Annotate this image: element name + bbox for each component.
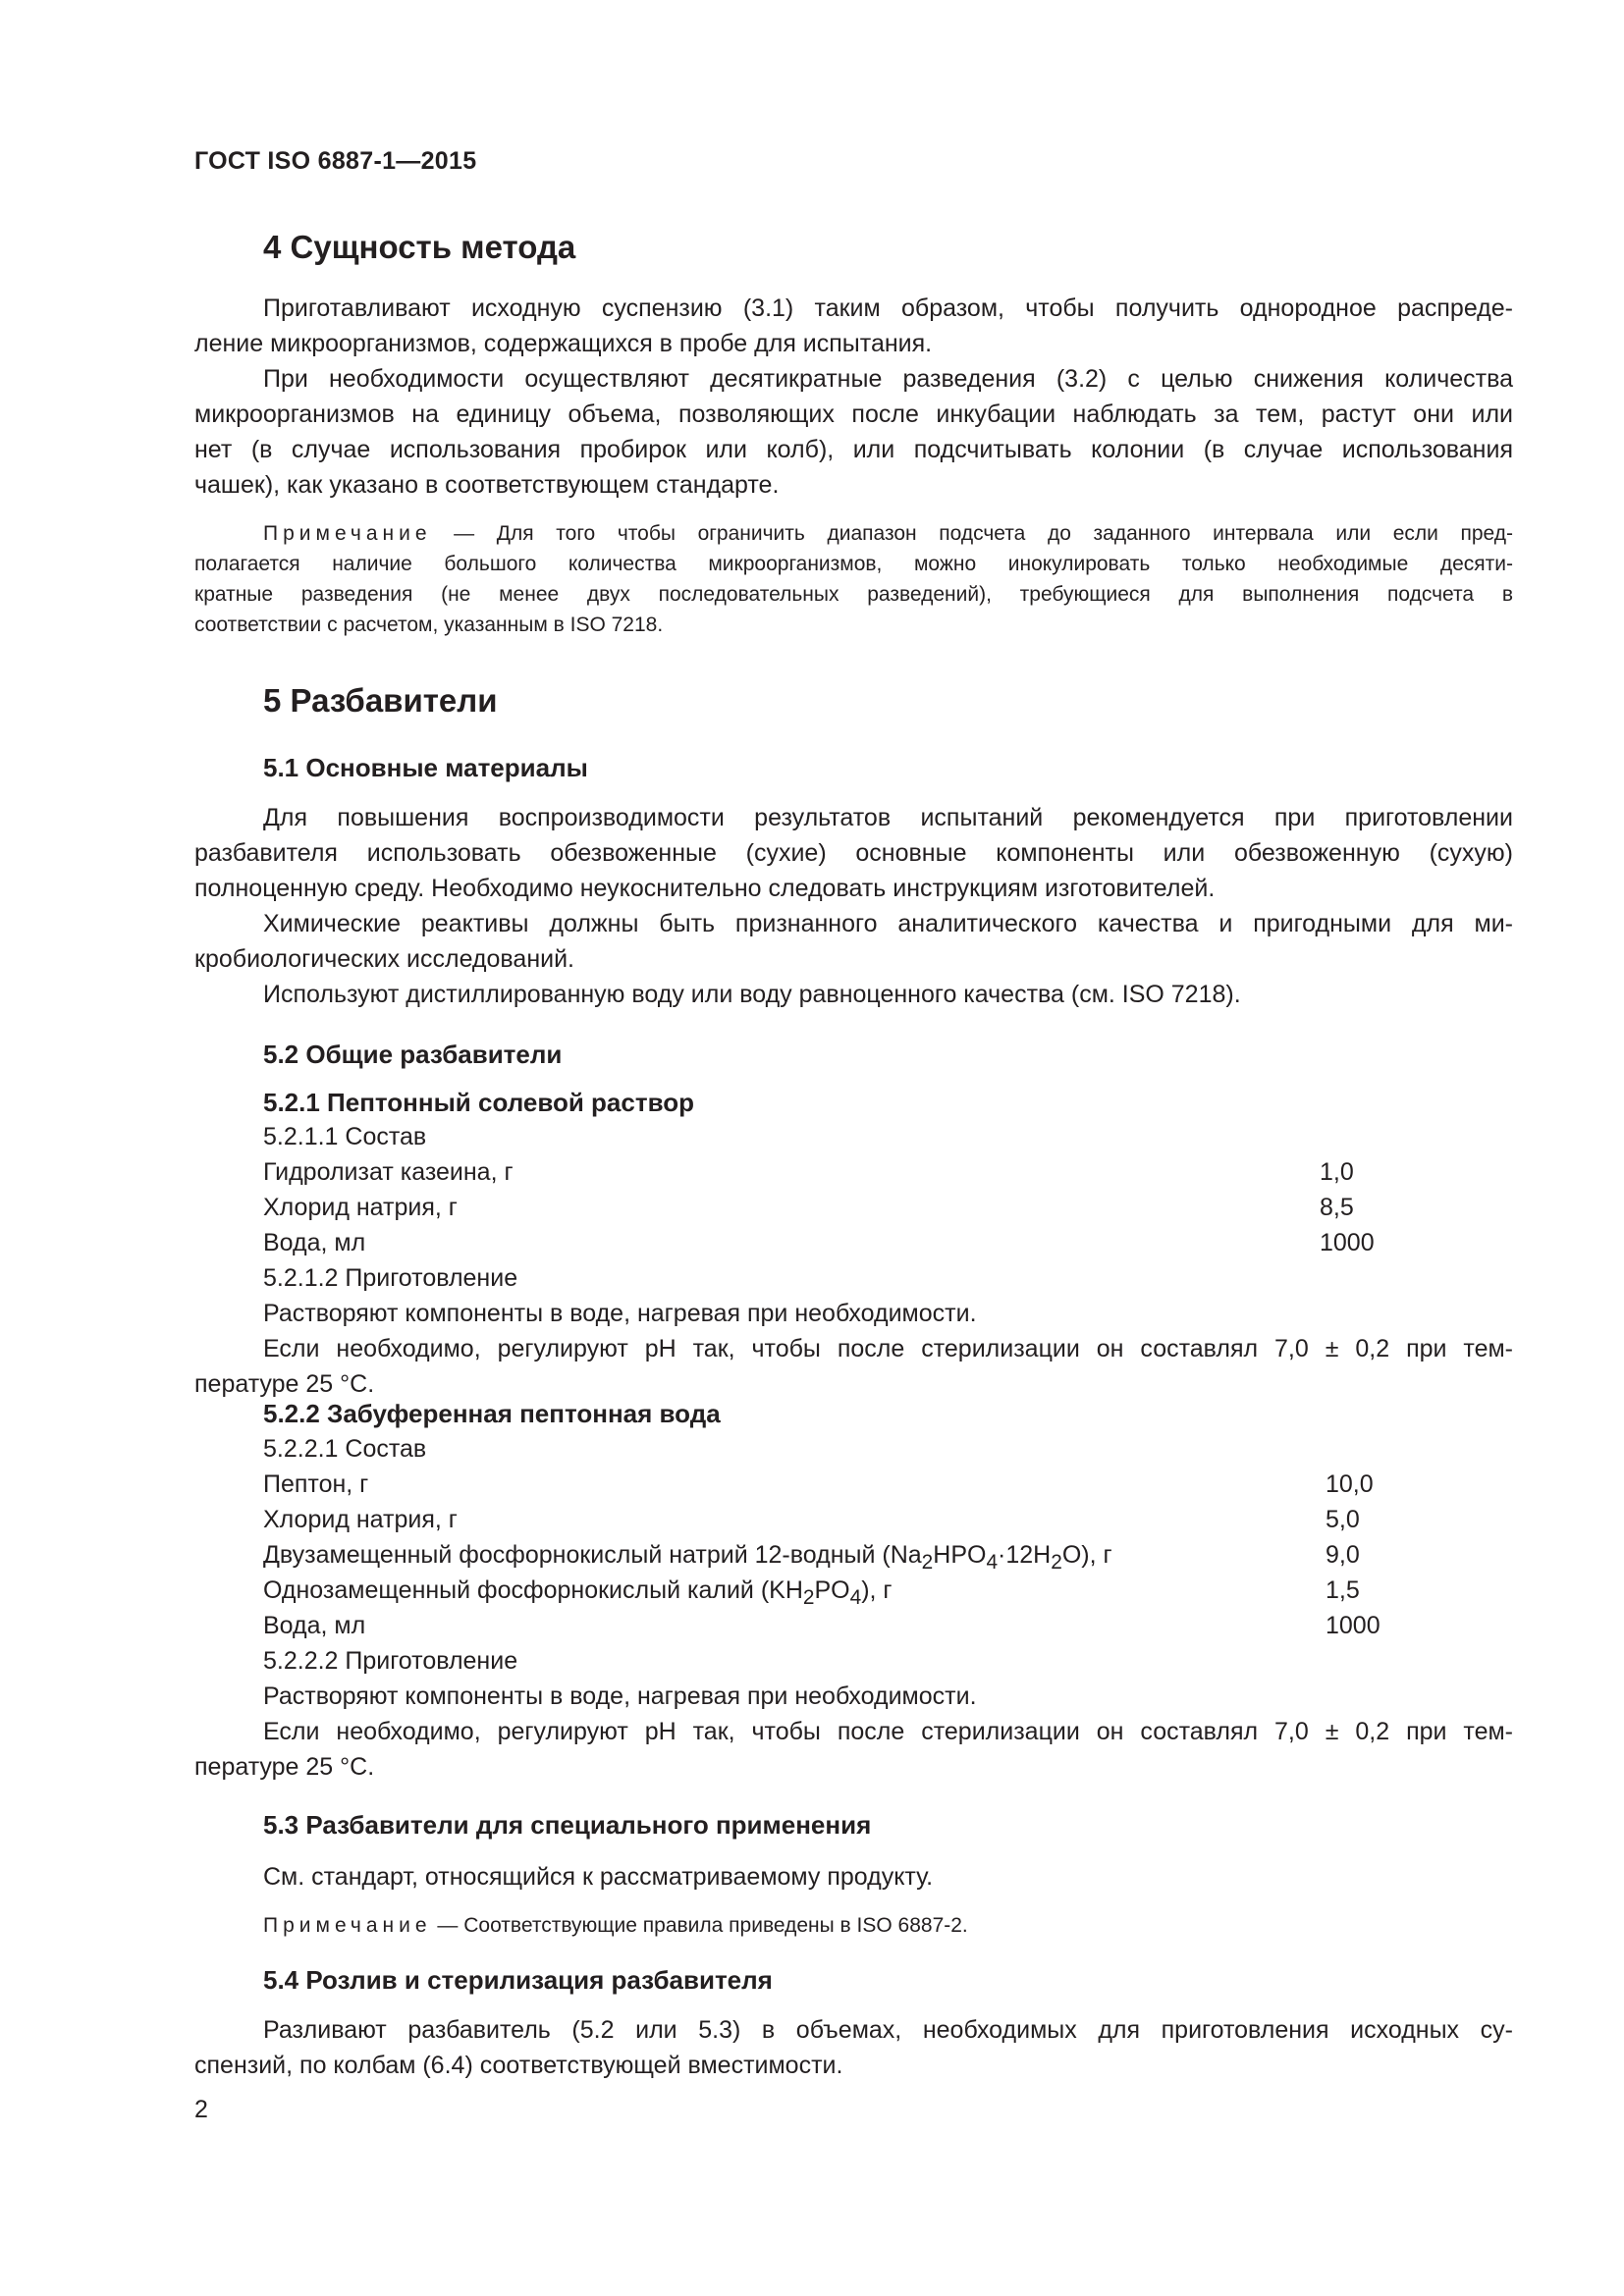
text-line: При необходимости осуществляют десятикратные разведения (3.2) с целью снижения количества [263, 365, 1513, 393]
text-line: Если необходимо, регулируют pH так, чтобы после стерилизации он составлял 7,0 ± 0,2 при тем- [263, 1718, 1513, 1745]
section-5-title: 5 Разбавители [263, 682, 498, 719]
composition-value: 1000 [1326, 1612, 1380, 1639]
text-line: полноценную среду. Необходимо неукоснительно следовать инструкциям изготовителей. [194, 875, 1216, 902]
composition-name: Гидролизат казеина, г [263, 1158, 514, 1186]
text-line: Для повышения воспроизводимости результатов испытаний рекомендуется при приготовлении [263, 804, 1513, 831]
text-line: пературе 25 °С. [194, 1753, 375, 1781]
section-5-1-title: 5.1 Основные материалы [263, 753, 588, 782]
composition-name: Хлорид натрия, г [263, 1506, 458, 1533]
section-5-3-note [263, 1914, 968, 1938]
composition-value: 5,0 [1326, 1506, 1360, 1533]
text-line: спензий, по колбам (6.4) соответствующей вместимости. [194, 2052, 843, 2079]
composition-value: 1,5 [1326, 1576, 1360, 1604]
preparation-ph-paragraph [194, 1714, 1513, 1785]
section-5-4-title: 5.4 Розлив и стерилизация разбавителя [263, 1965, 773, 1995]
section-5-2-1-2-title: 5.2.1.2 Приготовление [263, 1264, 518, 1292]
preparation-ph-paragraph [194, 1331, 1513, 1402]
text-line: Если необходимо, регулируют pH так, чтобы после стерилизации он составлял 7,0 ± 0,2 при тем- [263, 1335, 1513, 1362]
formula-part: O), г [1061, 1541, 1112, 1569]
composition-value: 10,0 [1326, 1470, 1374, 1498]
section-5-2-1-title: 5.2.1 Пептонный солевой раствор [263, 1088, 694, 1117]
composition-name: Хлорид натрия, г [263, 1194, 458, 1221]
text-line: Разливают разбавитель (5.2 или 5.3) в объемах, необходимых для приготовления исходных су- [263, 2016, 1513, 2044]
note-line [194, 518, 1513, 549]
text-line: разбавителя использовать обезвоженные (сухие) основные компоненты или обезвоженную (сухую) [194, 839, 1513, 867]
text-line: ление микроорганизмов, содержащихся в пробе для испытания. [194, 330, 933, 357]
text-line: чашек), как указано в соответствующем стандарте. [194, 471, 780, 499]
formula-part: ), г [861, 1576, 893, 1604]
composition-value: 8,5 [1320, 1194, 1354, 1221]
section-5-1-paragraph-1 [194, 800, 1513, 906]
formula-part: ·12H [998, 1541, 1052, 1569]
formula-subscript: 2 [1051, 1551, 1062, 1574]
formula-subscript: 2 [802, 1586, 815, 1609]
section-4-paragraph-2 [194, 361, 1513, 503]
section-4-paragraph-1 [194, 291, 1513, 361]
note-line: кратные разведения (не менее двух последовательных разведений), требующиеся для выполнения подсчета в [194, 583, 1513, 606]
formula-part: HPO [933, 1541, 987, 1569]
section-5-2-2-2-title: 5.2.2.2 Приготовление [263, 1647, 518, 1675]
section-5-2-1-1-title: 5.2.1.1 Состав [263, 1123, 427, 1150]
text-line: пературе 25 °С. [194, 1370, 375, 1398]
page-number: 2 [194, 2096, 208, 2123]
text-line: микроорганизмов на единицу объема, позволяющих после инкубации наблюдать за тем, растут они или [194, 400, 1513, 428]
text-line: нет (в случае использования пробирок или колб), или подсчитывать колонии (в случае использования [194, 436, 1513, 463]
section-5-1-paragraph-3 [194, 977, 1513, 1012]
composition-name: Вода, мл [263, 1612, 366, 1639]
section-5-2-2-1-title: 5.2.2.1 Состав [263, 1435, 427, 1463]
section-5-2-2-title: 5.2.2 Забуференная пептонная вода [263, 1399, 721, 1428]
composition-value: 9,0 [1326, 1541, 1360, 1569]
formula-subscript: 2 [921, 1551, 934, 1574]
formula-subscript: 4 [986, 1551, 999, 1574]
section-4-note [194, 518, 1513, 640]
formula-part: Двузамещенный фосфорнокислый натрий 12-водный (Na [263, 1541, 922, 1569]
composition-name: Вода, мл [263, 1229, 366, 1256]
text-line: Используют дистиллированную воду или воду равноценного качества (см. ISO 7218). [263, 981, 1241, 1008]
composition-name: Пептон, г [263, 1470, 369, 1498]
composition-value: 1000 [1320, 1229, 1375, 1256]
section-5-1-paragraph-2 [194, 906, 1513, 977]
section-4-title: 4 Сущность метода [263, 229, 576, 265]
note-line: полагается наличие большого количества микроорганизмов, можно инокулировать только необходимые десяти- [194, 553, 1513, 575]
note-label: Примечание [263, 522, 432, 545]
note-label: Примечание [263, 1914, 432, 1937]
note-text: — Соответствующие правила приведены в ISO 6887-2. [431, 1914, 968, 1937]
document-header: ГОСТ ISO 6887-1—2015 [194, 147, 477, 175]
section-5-3-title: 5.3 Разбавители для специального применения [263, 1810, 872, 1840]
formula-part: Однозамещенный фосфорнокислый калий (KH [263, 1576, 803, 1604]
preparation-text: Растворяют компоненты в воде, нагревая при необходимости. [263, 1300, 977, 1327]
formula-subscript: 4 [849, 1586, 862, 1609]
section-5-4-paragraph [194, 2012, 1513, 2083]
text-line: кробиологических исследований. [194, 945, 574, 973]
preparation-text: Растворяют компоненты в воде, нагревая при необходимости. [263, 1682, 977, 1710]
section-5-2-title: 5.2 Общие разбавители [263, 1040, 563, 1069]
formula-part: PO [814, 1576, 850, 1604]
note-line: соответствии с расчетом, указанным в ISO 7218. [194, 614, 664, 636]
composition-value: 1,0 [1320, 1158, 1354, 1186]
note-text: — Для того чтобы ограничить диапазон подсчета до заданного интервала или если пред- [431, 522, 1513, 545]
text-line: Приготавливают исходную суспензию (3.1) таким образом, чтобы получить однородное распреде- [263, 294, 1513, 322]
section-5-3-text: См. стандарт, относящийся к рассматриваемому продукту. [263, 1863, 934, 1891]
text-line: Химические реактивы должны быть признанного аналитического качества и пригодными для ми- [263, 910, 1513, 937]
